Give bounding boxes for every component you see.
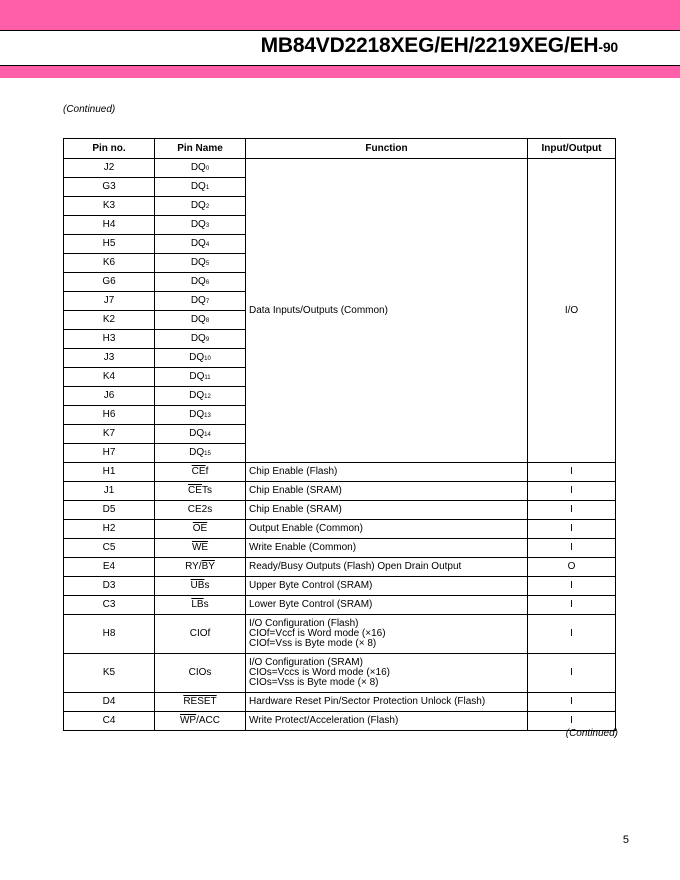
function-line: CIOs=Vccs is Word mode (×16) [249,667,390,678]
pin-name [155,693,246,712]
col-header-pin-no: Pin no. [64,139,155,159]
pin-name-base: DQ [189,351,205,363]
pin-io: I [528,539,616,558]
pin-name-subscript: 11 [204,374,211,381]
table-row [64,501,616,520]
continued-label-bottom: (Continued) [565,728,618,739]
pin-number: H8 [64,615,155,654]
pin-name-active-low: $\overline{OE}$ [192,523,208,534]
pin-name-active-low: $\overline{CE}$ [191,466,206,477]
table-row [64,615,616,654]
pin-function: Chip Enable (SRAM) [246,482,528,501]
pin-name-base: DQ [190,294,206,306]
function-line: CIOf=Vccf is Word mode (×16) [249,628,386,639]
pin-number: K4 [64,368,155,387]
pin-io: I [528,463,616,482]
pin-name-subscript: 3 [205,222,210,229]
pin-table-body [64,159,616,731]
pin-number: D4 [64,693,155,712]
pin-io: I [528,712,616,731]
pin-name-base: DQ [190,161,206,173]
pin-name-subscript: 12 [204,393,211,400]
pin-name-base: DQ [190,199,206,211]
pin-name-active-low: $\overline{UB}$ [190,580,205,591]
pin-table [63,138,616,731]
pin-function: Chip Enable (Flash) [246,463,528,482]
col-header-function: Function [246,139,528,159]
pin-name-active-low: $\overline{BY}$ [201,561,215,572]
pin-name-subscript: 0 [205,165,210,172]
pin-function: Chip Enable (SRAM) [246,501,528,520]
pin-name: CIOs [155,654,246,693]
pin-name [155,159,246,178]
pin-name-base: DQ [190,256,206,268]
pin-number: H2 [64,520,155,539]
pin-name [155,254,246,273]
pin-function: Write Protect/Acceleration (Flash) [246,712,528,731]
pin-name [155,425,246,444]
pin-number: H4 [64,216,155,235]
pin-number: G6 [64,273,155,292]
pin-name [155,349,246,368]
header-rule-top [0,30,680,31]
table-row [64,693,616,712]
pin-name-suffix: /ACC [196,715,220,726]
pin-name-subscript: 6 [205,279,210,286]
pin-name [155,387,246,406]
function-line: CIOf=Vss is Byte mode (× 8) [249,638,377,649]
pin-name [155,406,246,425]
pin-io: I [528,693,616,712]
pin-number: K3 [64,197,155,216]
pin-io: O [528,558,616,577]
pin-name-subscript: 10 [204,355,211,362]
pin-name [155,596,246,615]
pin-number: K6 [64,254,155,273]
table-row [64,558,616,577]
pin-number: H1 [64,463,155,482]
pin-io: I [528,482,616,501]
pin-number: C3 [64,596,155,615]
pin-number: J1 [64,482,155,501]
pin-name-base: DQ [190,218,206,230]
pin-io: I [528,615,616,654]
pin-io: I/O [528,159,616,463]
pin-number: J3 [64,349,155,368]
pin-function: Lower Byte Control (SRAM) [246,596,528,615]
pin-io: I [528,654,616,693]
pin-io: I [528,596,616,615]
pin-name-base: DQ [190,313,206,325]
pin-name-subscript: 4 [205,241,210,248]
pin-name-subscript: 9 [205,336,210,343]
table-row [64,482,616,501]
pin-name-subscript: 2 [205,203,210,210]
pin-number: H5 [64,235,155,254]
pin-name [155,463,246,482]
pin-name [155,444,246,463]
function-line: CIOs=Vss is Byte mode (× 8) [249,677,379,688]
pin-name-subscript: 7 [205,298,210,305]
pin-name [155,178,246,197]
pin-name-subscript: 14 [204,431,211,438]
pin-number: H3 [64,330,155,349]
pin-io: I [528,577,616,596]
table-row [64,463,616,482]
pin-function [246,654,528,693]
pin-name [155,330,246,349]
pin-name-subscript: 13 [204,412,211,419]
pin-number: K5 [64,654,155,693]
pin-name [155,273,246,292]
pin-name [155,368,246,387]
pin-name-base: DQ [190,332,206,344]
title-suffix: -90 [598,39,618,55]
pin-name-prefix: RY/ [185,561,202,572]
pin-number: C4 [64,712,155,731]
title-text: MB84VD2218XEG/EH/2219XEG/EH [260,34,599,57]
pin-name-subscript: 15 [204,450,211,457]
pin-name-active-low: $\overline{CE}$ [188,485,202,496]
pin-name [155,539,246,558]
table-row [64,712,616,731]
pin-name [155,482,246,501]
pin-name-active-low: RESET [183,696,217,707]
pin-function: Data Inputs/Outputs (Common) [246,159,528,463]
header-band [0,0,680,30]
pin-name [155,311,246,330]
pin-name-base: DQ [189,370,205,382]
pin-number: H7 [64,444,155,463]
pin-number: D3 [64,577,155,596]
pin-name-active-low: $\overline{WP}$ [179,715,197,726]
pin-name [155,712,246,731]
pin-io: I [528,501,616,520]
table-row [64,520,616,539]
pin-function [246,615,528,654]
pin-name: CE2s [155,501,246,520]
pin-name-base: DQ [190,275,206,287]
table-row [64,596,616,615]
pin-name [155,520,246,539]
pin-number: E4 [64,558,155,577]
pin-number: K7 [64,425,155,444]
table-row [64,539,616,558]
pin-number: J2 [64,159,155,178]
table-row [64,159,616,178]
pin-number: H6 [64,406,155,425]
pin-function: Write Enable (Common) [246,539,528,558]
pin-function: Upper Byte Control (SRAM) [246,577,528,596]
pin-name [155,558,246,577]
pin-name-subscript: 8 [205,317,210,324]
pin-function: Output Enable (Common) [246,520,528,539]
pin-name-base: DQ [189,427,205,439]
pin-name-suffix: s [204,580,210,591]
function-line: I/O Configuration (SRAM) [249,657,363,668]
pin-name-base: DQ [189,389,205,401]
pin-name [155,577,246,596]
continued-label-top: (Continued) [63,104,116,115]
pin-number: D5 [64,501,155,520]
pin-number: C5 [64,539,155,558]
col-header-pin-name: Pin Name [155,139,246,159]
pin-table-header [64,139,616,159]
pin-number: K2 [64,311,155,330]
pin-name [155,292,246,311]
pin-name-subscript: 5 [205,260,210,267]
pin-number: G3 [64,178,155,197]
pin-name [155,197,246,216]
pin-name-suffix: Ts [201,485,212,496]
pin-name-base: DQ [190,237,206,249]
table-row [64,577,616,596]
pin-io: I [528,520,616,539]
pin-name-active-low: $\overline{WE}$ [191,542,209,553]
pin-name-base: DQ [189,446,205,458]
pin-number: J6 [64,387,155,406]
pin-name [155,235,246,254]
pin-name-subscript: 1 [205,184,210,191]
function-line: I/O Configuration (Flash) [249,618,359,629]
pin-name [155,216,246,235]
pin-function: Hardware Reset Pin/Sector Protection Unlock (Flash) [246,693,528,712]
table-row [64,654,616,693]
header-band-lower [0,66,680,78]
pin-function: Ready/Busy Outputs (Flash) Open Drain Output [246,558,528,577]
pin-name: CIOf [155,615,246,654]
pin-number: J7 [64,292,155,311]
pin-name-base: DQ [189,408,205,420]
pin-name-suffix: f [205,466,209,477]
document-title [261,34,618,58]
col-header-io: Input/Output [528,139,616,159]
pin-name-base: DQ [190,180,206,192]
pin-name-active-low: $\overline{LB}$ [191,599,204,610]
page-number: 5 [622,834,629,846]
pin-name-suffix: s [203,599,209,610]
